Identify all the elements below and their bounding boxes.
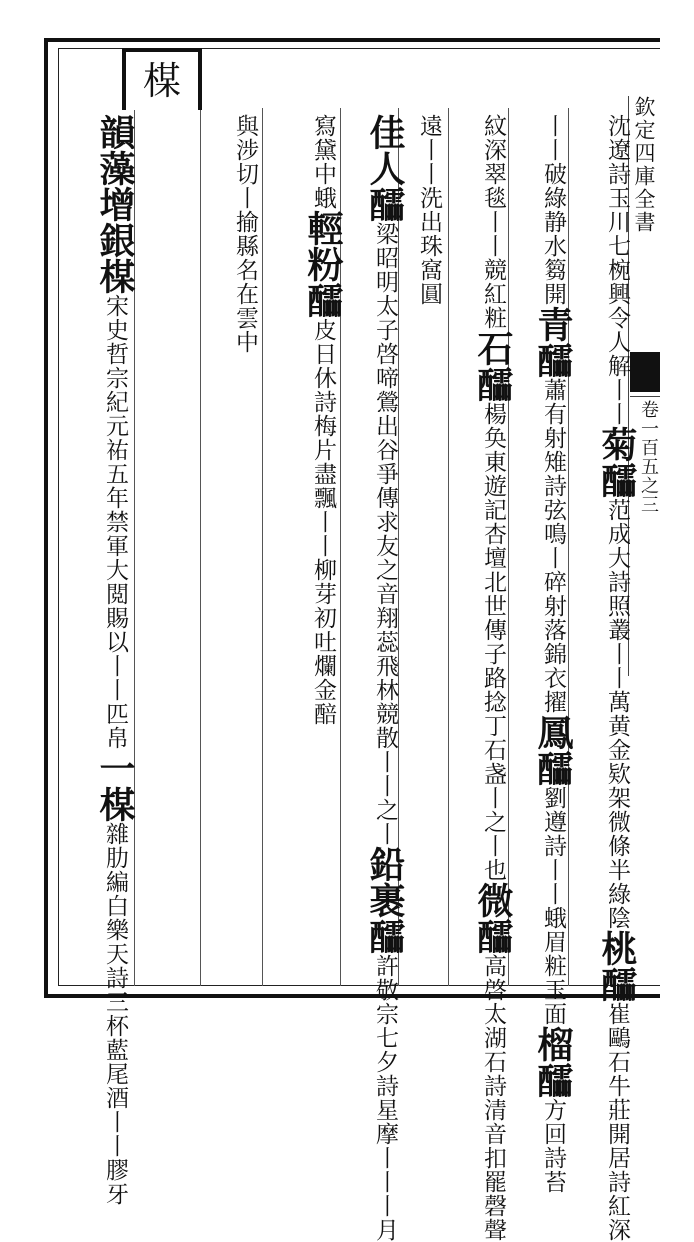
headword: 佳人醽 <box>364 114 406 222</box>
headword: 鳳醽 <box>532 714 574 786</box>
column-text: 許敬宗七夕詩星摩丨丨丨月 <box>372 954 398 1242</box>
headword: 桃醽 <box>596 930 638 1002</box>
headword: 鉛裹醽 <box>364 846 406 954</box>
column-rule <box>568 108 569 986</box>
column-text: 寫黛中蛾 <box>310 114 336 210</box>
headword: 榴醽 <box>532 1026 574 1098</box>
text-column-4 <box>404 114 444 972</box>
column-text: 楊奂東遊記杏壇北世傳子路捻丁石盏丨之丨也 <box>480 402 506 882</box>
column-text: 遠丨丨洗出珠窩圓 <box>416 114 442 306</box>
text-column-1 <box>574 114 638 1242</box>
column-text: 崔鷗石牛莊開居詩紅深 <box>604 1002 630 1242</box>
column-text: 皮日休詩梅片盡飄丨丨柳芽初吐爛金醅 <box>310 318 336 726</box>
text-column-5 <box>344 114 406 1242</box>
fish-tail-mark <box>630 352 660 392</box>
running-footer: 卷一百五之三 <box>638 400 659 514</box>
headword: 一楳 <box>94 750 136 822</box>
column-text: 興令人解丨丨 <box>604 282 630 426</box>
column-text: 紋深翠毯丨丨競紅粧 <box>480 114 506 330</box>
column-rule <box>200 108 201 986</box>
tab-label: 楳 <box>142 59 181 103</box>
headword: 石醽 <box>472 330 514 402</box>
headword-tab <box>122 48 202 110</box>
column-text: 方回詩苔 <box>540 1098 566 1194</box>
column-text: 沈遼詩玉川七椀 <box>604 114 630 282</box>
headword: 青醽 <box>532 306 574 378</box>
column-text: 與涉切丨揄縣名在雲中 <box>232 114 258 354</box>
column-text: 高啓太湖石詩清音扣罷磬聲 <box>480 954 506 1242</box>
headword: 菊醽 <box>596 426 638 498</box>
headword: 輕粉醽 <box>302 210 344 318</box>
column-text: 范成大詩照叢丨丨萬黄金欵架微條半綠陰 <box>604 498 630 930</box>
column-text: 雜肋編白樂天詩三杯藍尾酒丨丨膠牙 <box>102 822 128 1206</box>
column-text: 蕭有射雉詩弦鳴丨碎射落錦衣擢 <box>540 378 566 714</box>
column-text: 劉遵詩丨丨蛾眉粧玉面 <box>540 786 566 1026</box>
column-text: 丨丨破綠静水篘開 <box>540 114 566 306</box>
column-text: 梁昭明太子啓啼鶯出谷爭傳求友之音翔蕊飛林競散丨丨之丨 <box>372 222 398 846</box>
headword: 韻藻增銀楳 <box>94 114 136 294</box>
headword: 微醽 <box>472 882 514 954</box>
column-rule <box>508 108 509 986</box>
column-rule <box>262 108 263 986</box>
text-column-3 <box>452 114 514 1242</box>
column-rule <box>448 108 449 986</box>
column-text: 宋史哲宗紀元祐五年禁軍大閲賜以丨丨匹帛 <box>102 294 128 750</box>
running-header: 欽定四庫全書 <box>628 96 659 676</box>
margin-divider <box>630 396 660 397</box>
text-column-7 <box>204 114 260 972</box>
text-column-2 <box>510 114 574 1194</box>
text-column-6 <box>266 114 344 972</box>
text-column-8 <box>64 114 136 1206</box>
